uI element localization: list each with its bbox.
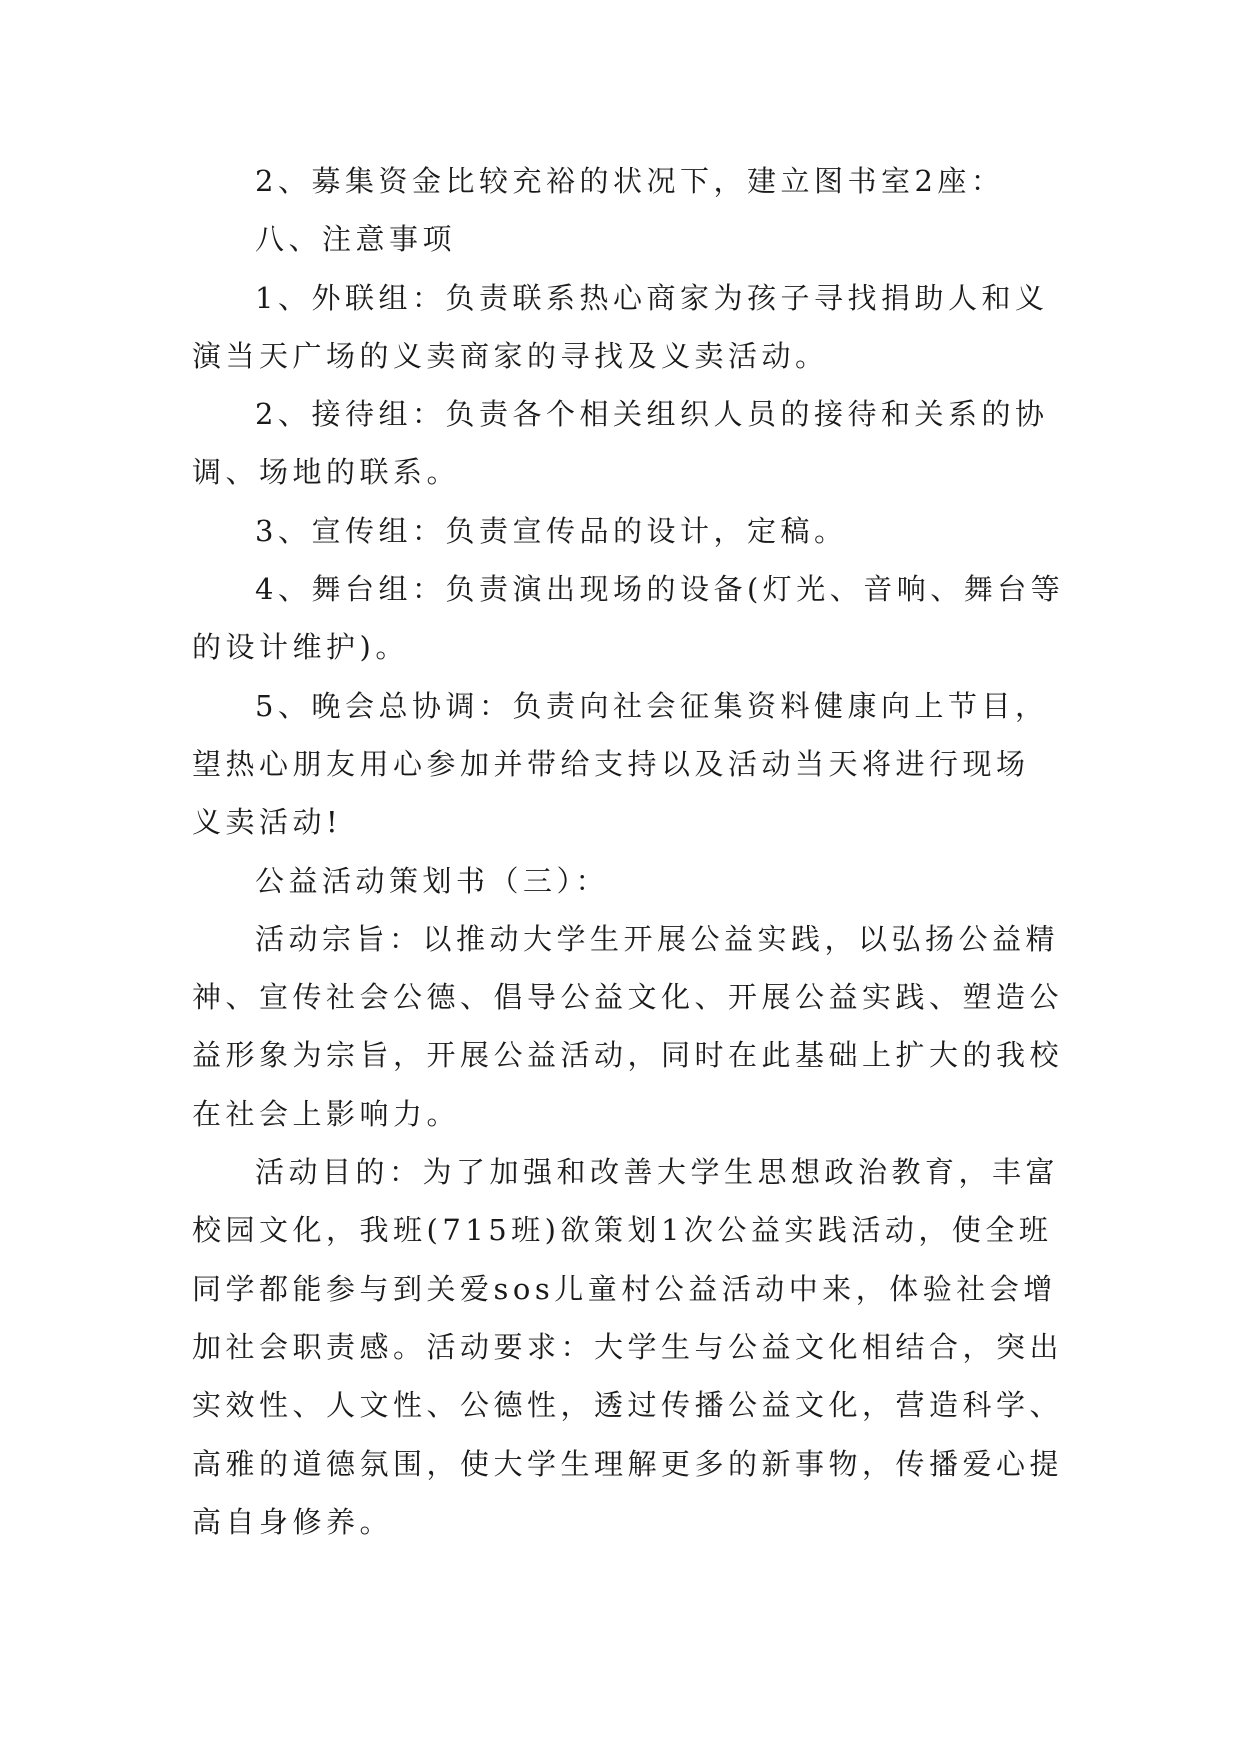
document-body: [192, 152, 1072, 1551]
text-line: 高自身修养。: [192, 1504, 394, 1539]
text-line: 的设计维护)。: [192, 630, 409, 665]
text-line: 5、晚会总协调：负责向社会征集资料健康向上节目，: [255, 688, 1049, 723]
text-line: 望热心朋友用心参加并带给支持以及活动当天将进行现场: [192, 746, 1030, 781]
text-line: 3、宣传组：负责宣传品的设计，定稿。: [255, 513, 848, 548]
text-line: 活动宗旨：以推动大学生开展公益实践，以弘扬公益精: [255, 921, 1060, 956]
text-line: 同学都能参与到关爱sos儿童村公益活动中来，体验社会增: [192, 1271, 1057, 1306]
text-line: 2、募集资金比较充裕的状况下，建立图书室2座：: [255, 164, 1005, 198]
text-line: 活动目的：为了加强和改善大学生思想政治教育，丰富: [255, 1155, 1060, 1190]
text-line: 4、舞台组：负责演出现场的设备(灯光、音响、舞台等: [255, 572, 1065, 607]
text-line: 1、外联组：负责联系热心商家为孩子寻找捐助人和义: [255, 280, 1049, 315]
text-line: 演当天广场的义卖商家的寻找及义卖活动。: [192, 338, 829, 373]
text-line: 义卖活动!: [192, 805, 343, 840]
text-line: 在社会上影响力。: [192, 1096, 461, 1131]
text-line: 高雅的道德氛围，使大学生理解更多的新事物，传播爱心提: [192, 1446, 1064, 1481]
text-line: 实效性、人文性、公德性，透过传播公益文化，营造科学、: [192, 1388, 1064, 1423]
text-line: 校园文化，我班(715班)欲策划1次公益实践活动，使全班: [192, 1213, 1053, 1248]
section-heading: 八、注意事项: [255, 222, 457, 257]
text-line: 神、宣传社会公德、倡导公益文化、开展公益实践、塑造公: [192, 980, 1064, 1015]
section-heading: 公益活动策划书（三）：: [255, 863, 610, 898]
text-line: 调、场地的联系。: [192, 455, 461, 490]
text-line: 益形象为宗旨，开展公益活动，同时在此基础上扩大的我校: [192, 1038, 1064, 1073]
text-line: 2、接待组：负责各个相关组织人员的接待和关系的协: [255, 397, 1049, 432]
text-line: 加社会职责感。活动要求：大学生与公益文化相结合，突出: [192, 1329, 1064, 1364]
